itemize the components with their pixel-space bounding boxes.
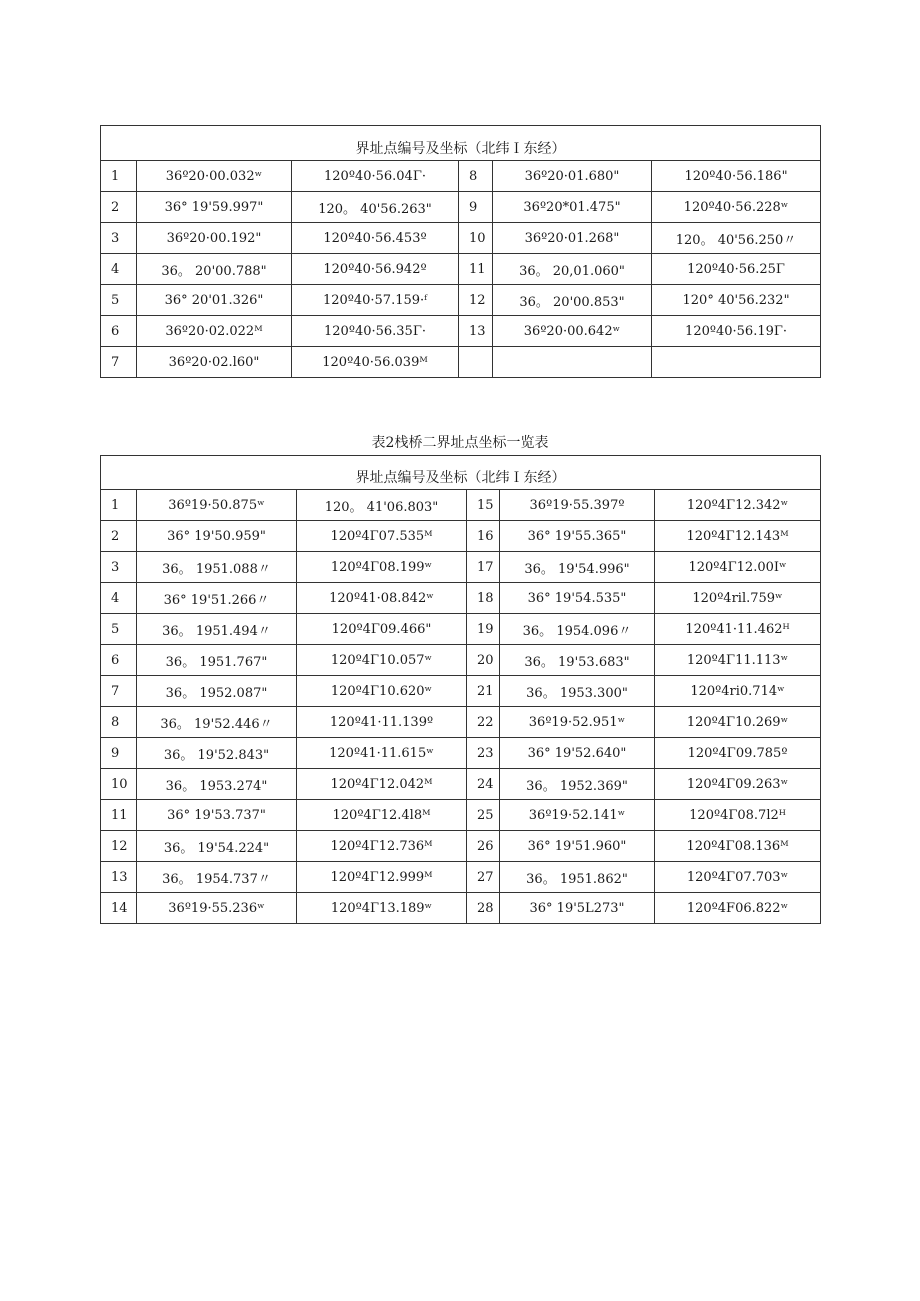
- latitude-cell: 36。 1951.767": [137, 645, 297, 676]
- point-number: 7: [101, 347, 137, 378]
- latitude-cell: 36º20·00.642ʷ: [493, 316, 652, 347]
- latitude-cell: 36º20·02.022ᴹ: [137, 316, 292, 347]
- table-row: [101, 676, 821, 707]
- longitude-cell: 120º4Γ09.466": [297, 614, 467, 645]
- point-number: 6: [101, 316, 137, 347]
- longitude-cell: 120º41·11.615ʷ: [297, 738, 467, 769]
- point-number: 18: [467, 583, 500, 614]
- latitude-cell: 36。 1951.494〃: [137, 614, 297, 645]
- point-number: 24: [467, 769, 500, 800]
- latitude-cell: 36° 19'55.365": [500, 521, 655, 552]
- point-number: 7: [101, 676, 137, 707]
- point-number: 3: [101, 223, 137, 254]
- latitude-cell: 36。 1953.300": [500, 676, 655, 707]
- latitude-cell: 36° 19'5L273": [500, 893, 655, 924]
- point-number: 4: [101, 254, 137, 285]
- point-number: 10: [459, 223, 493, 254]
- longitude-cell: 120º4Γ08.7l2ᴴ: [655, 800, 821, 831]
- latitude-cell: 36º19·55.236ʷ: [137, 893, 297, 924]
- point-number: 5: [101, 614, 137, 645]
- latitude-cell: [493, 347, 652, 378]
- table-row: [101, 831, 821, 862]
- longitude-cell: 120º4Γ11.113ʷ: [655, 645, 821, 676]
- point-number: 11: [101, 800, 137, 831]
- longitude-cell: 120º40·56.35Γ·: [292, 316, 459, 347]
- latitude-cell: 36º19·52.951ʷ: [500, 707, 655, 738]
- table-row: [101, 707, 821, 738]
- longitude-cell: 120º4Γ08.136ᴹ: [655, 831, 821, 862]
- latitude-cell: 36。 1954.737〃: [137, 862, 297, 893]
- point-number: 23: [467, 738, 500, 769]
- longitude-cell: 120° 40'56.232": [652, 285, 821, 316]
- latitude-cell: 36。 19'54.224": [137, 831, 297, 862]
- longitude-cell: 120º40·56.19Γ·: [652, 316, 821, 347]
- longitude-cell: 120º4Γ12.999ᴹ: [297, 862, 467, 893]
- longitude-cell: 120º4Γ10.057ʷ: [297, 645, 467, 676]
- longitude-cell: 120º41·08.842ʷ: [297, 583, 467, 614]
- longitude-cell: 120º4Γ07.703ʷ: [655, 862, 821, 893]
- longitude-cell: 120º40·56.039ᴹ: [292, 347, 459, 378]
- latitude-cell: 36º20·01.680": [493, 161, 652, 192]
- longitude-cell: 120º4Γ10.620ʷ: [297, 676, 467, 707]
- point-number: 26: [467, 831, 500, 862]
- latitude-cell: 36。 19'53.683": [500, 645, 655, 676]
- point-number: 6: [101, 645, 137, 676]
- latitude-cell: 36。 20,01.060": [493, 254, 652, 285]
- latitude-cell: 36º19·50.875ʷ: [137, 490, 297, 521]
- latitude-cell: 36° 20'01.326": [137, 285, 292, 316]
- longitude-cell: 120º4Γ09.263ʷ: [655, 769, 821, 800]
- point-number: 21: [467, 676, 500, 707]
- latitude-cell: 36。 1951.862": [500, 862, 655, 893]
- longitude-cell: 120º40·56.228ʷ: [652, 192, 821, 223]
- point-number: 9: [101, 738, 137, 769]
- latitude-cell: 36。 1954.096〃: [500, 614, 655, 645]
- point-number: 13: [459, 316, 493, 347]
- latitude-cell: 36。 1953.274": [137, 769, 297, 800]
- table-row: [101, 161, 821, 192]
- point-number: [459, 347, 493, 378]
- latitude-cell: 36。 20'00.788": [137, 254, 292, 285]
- latitude-cell: 36º20*01.475": [493, 192, 652, 223]
- longitude-cell: 120º40·56.186": [652, 161, 821, 192]
- longitude-cell: 120º40·56.942º: [292, 254, 459, 285]
- longitude-cell: 120。 40'56.263": [292, 192, 459, 223]
- point-number: 11: [459, 254, 493, 285]
- point-number: 28: [467, 893, 500, 924]
- latitude-cell: 36º20·00.032ʷ: [137, 161, 292, 192]
- table-row: [101, 738, 821, 769]
- table-row: [101, 552, 821, 583]
- table-row: [101, 862, 821, 893]
- longitude-cell: 120。 41'06.803": [297, 490, 467, 521]
- point-number: 2: [101, 192, 137, 223]
- point-number: 27: [467, 862, 500, 893]
- point-number: 14: [101, 893, 137, 924]
- point-number: 22: [467, 707, 500, 738]
- latitude-cell: 36° 19'53.737": [137, 800, 297, 831]
- longitude-cell: 120º4ri0.714ʷ: [655, 676, 821, 707]
- point-number: 1: [101, 161, 137, 192]
- longitude-cell: [652, 347, 821, 378]
- latitude-cell: 36。 1951.088〃: [137, 552, 297, 583]
- latitude-cell: 36。 1952.087": [137, 676, 297, 707]
- longitude-cell: 120º41·11.139º: [297, 707, 467, 738]
- latitude-cell: 36。 19'52.843": [137, 738, 297, 769]
- latitude-cell: 36º20·01.268": [493, 223, 652, 254]
- point-number: 10: [101, 769, 137, 800]
- point-number: 5: [101, 285, 137, 316]
- table-header: 界址点编号及坐标（北纬Ｉ东经）: [101, 456, 821, 490]
- longitude-cell: 120º4Γ12.736ᴹ: [297, 831, 467, 862]
- longitude-cell: 120º4Γ12.342ʷ: [655, 490, 821, 521]
- point-number: 12: [101, 831, 137, 862]
- point-number: 12: [459, 285, 493, 316]
- latitude-cell: 36° 19'54.535": [500, 583, 655, 614]
- point-number: 9: [459, 192, 493, 223]
- longitude-cell: 120º4Γ12.4l8ᴹ: [297, 800, 467, 831]
- longitude-cell: 120º4Γ08.199ʷ: [297, 552, 467, 583]
- table-row: [101, 254, 821, 285]
- table-row: [101, 490, 821, 521]
- latitude-cell: 36º19·52.141ʷ: [500, 800, 655, 831]
- longitude-cell: 120º4Γ07.535ᴹ: [297, 521, 467, 552]
- point-number: 17: [467, 552, 500, 583]
- table-row: [101, 192, 821, 223]
- table-row: [101, 521, 821, 552]
- point-number: 15: [467, 490, 500, 521]
- table-row: [101, 614, 821, 645]
- longitude-cell: 120º40·56.25Γ: [652, 254, 821, 285]
- latitude-cell: 36º19·55.397º: [500, 490, 655, 521]
- latitude-cell: 36。 20'00.853": [493, 285, 652, 316]
- longitude-cell: 120º40·56.04Γ·: [292, 161, 459, 192]
- table-row: [101, 645, 821, 676]
- point-number: 19: [467, 614, 500, 645]
- table-row: [101, 316, 821, 347]
- point-number: 16: [467, 521, 500, 552]
- coordinates-table-2: [100, 455, 821, 924]
- point-number: 1: [101, 490, 137, 521]
- table-caption: 表2栈桥二界址点坐标一览表: [371, 435, 549, 451]
- latitude-cell: 36° 19'50.959": [137, 521, 297, 552]
- longitude-cell: 120º4ril.759ʷ: [655, 583, 821, 614]
- table-row: [101, 347, 821, 378]
- point-number: 8: [101, 707, 137, 738]
- table-row: [101, 223, 821, 254]
- coordinates-table-1: [100, 125, 821, 378]
- latitude-cell: 36。 19'52.446〃: [137, 707, 297, 738]
- table-row: [101, 800, 821, 831]
- table-header: 界址点编号及坐标（北纬Ｉ东经）: [101, 126, 821, 161]
- latitude-cell: 36° 19'51.266〃: [137, 583, 297, 614]
- longitude-cell: 120º4Γ12.00Iʷ: [655, 552, 821, 583]
- table-row: [101, 285, 821, 316]
- latitude-cell: 36° 19'51.960": [500, 831, 655, 862]
- point-number: 20: [467, 645, 500, 676]
- point-number: 4: [101, 583, 137, 614]
- longitude-cell: 120º40·57.159·ᶠ: [292, 285, 459, 316]
- point-number: 3: [101, 552, 137, 583]
- longitude-cell: 120º4Γ10.269ʷ: [655, 707, 821, 738]
- table-row: [101, 583, 821, 614]
- latitude-cell: 36。 1952.369": [500, 769, 655, 800]
- longitude-cell: 120。 40'56.250〃: [652, 223, 821, 254]
- longitude-cell: 120º40·56.453º: [292, 223, 459, 254]
- latitude-cell: 36° 19'59.997": [137, 192, 292, 223]
- latitude-cell: 36。 19'54.996": [500, 552, 655, 583]
- point-number: 2: [101, 521, 137, 552]
- longitude-cell: 120º4F06.822ʷ: [655, 893, 821, 924]
- longitude-cell: 120º4Γ12.143ᴹ: [655, 521, 821, 552]
- point-number: 8: [459, 161, 493, 192]
- longitude-cell: 120º4Γ13.189ʷ: [297, 893, 467, 924]
- longitude-cell: 120º4Γ12.042ᴹ: [297, 769, 467, 800]
- latitude-cell: 36º20·02.l60": [137, 347, 292, 378]
- table-row: [101, 893, 821, 924]
- latitude-cell: 36° 19'52.640": [500, 738, 655, 769]
- latitude-cell: 36º20·00.192": [137, 223, 292, 254]
- longitude-cell: 120º41·11.462ᴴ: [655, 614, 821, 645]
- point-number: 13: [101, 862, 137, 893]
- table-row: [101, 769, 821, 800]
- point-number: 25: [467, 800, 500, 831]
- longitude-cell: 120º4Γ09.785º: [655, 738, 821, 769]
